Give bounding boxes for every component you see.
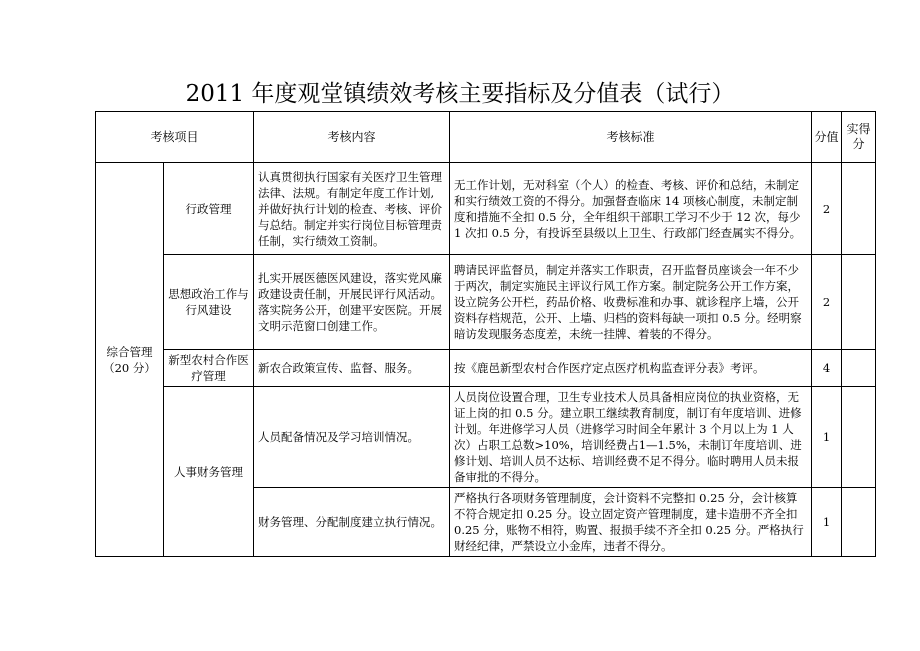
header-item: 考核项目 bbox=[96, 112, 254, 163]
standard-cell: 按《鹿邑新型农村合作医疗定点医疗机构监查评分表》考评。 bbox=[450, 350, 812, 387]
actual-score-cell bbox=[842, 488, 876, 557]
table-row bbox=[96, 163, 876, 255]
table-row bbox=[96, 350, 876, 387]
score-cell: 4 bbox=[812, 350, 842, 387]
standard-cell: 严格执行各项财务管理制度，会计资料不完整扣 0.25 分，会计核算不符合规定扣 0.25 分。设立固定资产管理制度，建卡造册不齐全扣 0.25 分，账物不相符，购置、报损手续不齐全扣 0.25 分。严格执行财经纪律，严禁设立小金库，违者不得分。 bbox=[450, 488, 812, 557]
standard-cell: 无工作计划，无对科室（个人）的检查、考核、评价和总结，未制定和实行绩效工资的不得分。加强督查临床 14 项核心制度，未制定制度和措施不全扣 0.5 分，全年组织干部职工学习不少于 12 次，每少 1 次扣 0.5 分，有投诉至县级以上卫生、行政部门经查属实不得分。 bbox=[450, 163, 812, 255]
actual-score-cell bbox=[842, 387, 876, 488]
table-row bbox=[96, 387, 876, 488]
standard-cell: 人员岗位设置合理，卫生专业技术人员具备相应岗位的执业资格，无证上岗的扣 0.5 分。建立职工继续教育制度，制订有年度培训、进修计划。年进修学习人员（进修学习时间全年累计 3 个月以上为 1 人次）占职工总数>10%，培训经费占1—1.5%，未制订年度培训、进修计划、培训人员不达标、培训经费不足不得分。临时聘用人员未报备审批的不得分。 bbox=[450, 387, 812, 488]
header-standard: 考核标准 bbox=[450, 112, 812, 163]
content-cell: 扎实开展医德医风建设，落实党风廉政建设责任制，开展民评行风活动。落实院务公开，创建平安医院。开展文明示范窗口创建工作。 bbox=[254, 255, 450, 350]
score-cell: 1 bbox=[812, 488, 842, 557]
score-cell: 1 bbox=[812, 387, 842, 488]
score-cell: 2 bbox=[812, 255, 842, 350]
content-cell: 财务管理、分配制度建立执行情况。 bbox=[254, 488, 450, 557]
actual-score-cell bbox=[842, 163, 876, 255]
content-cell: 新农合政策宣传、监督、服务。 bbox=[254, 350, 450, 387]
score-cell: 2 bbox=[812, 163, 842, 255]
category-cell: 综合管理（20 分） bbox=[96, 163, 164, 557]
actual-score-cell bbox=[842, 255, 876, 350]
header-score: 分值 bbox=[812, 112, 842, 163]
sub-item-cell: 新型农村合作医疗管理 bbox=[164, 350, 254, 387]
header-actual: 实得分 bbox=[842, 112, 876, 163]
sub-item-cell: 思想政治工作与行风建设 bbox=[164, 255, 254, 350]
actual-score-cell bbox=[842, 350, 876, 387]
content-cell: 人员配备情况及学习培训情况。 bbox=[254, 387, 450, 488]
assessment-table bbox=[95, 111, 876, 557]
content-cell: 认真贯彻执行国家有关医疗卫生管理法律、法规。有制定年度工作计划,并做好执行计划的检查、考核、评价与总结。制定并实行岗位目标管理责任制，实行绩效工资制。 bbox=[254, 163, 450, 255]
table-header-row bbox=[96, 112, 876, 163]
standard-cell: 聘请民评监督员，制定并落实工作职责，召开监督员座谈会一年不少于两次，制定实施民主评议行风工作方案。制定院务公开工作方案，设立院务公开栏，药品价格、收费标准和办事、就诊程序上墙，公开资料存档规范，公开、上墙、归档的资料每缺一项扣 0.5 分。经明察暗访发现服务态度差，未统一挂牌、着装的不得分。 bbox=[450, 255, 812, 350]
sub-item-cell: 人事财务管理 bbox=[164, 387, 254, 557]
header-content: 考核内容 bbox=[254, 112, 450, 163]
table-row bbox=[96, 255, 876, 350]
document-title: 2011 年度观堂镇绩效考核主要指标及分值表（试行） bbox=[185, 81, 735, 107]
sub-item-cell: 行政管理 bbox=[164, 163, 254, 255]
